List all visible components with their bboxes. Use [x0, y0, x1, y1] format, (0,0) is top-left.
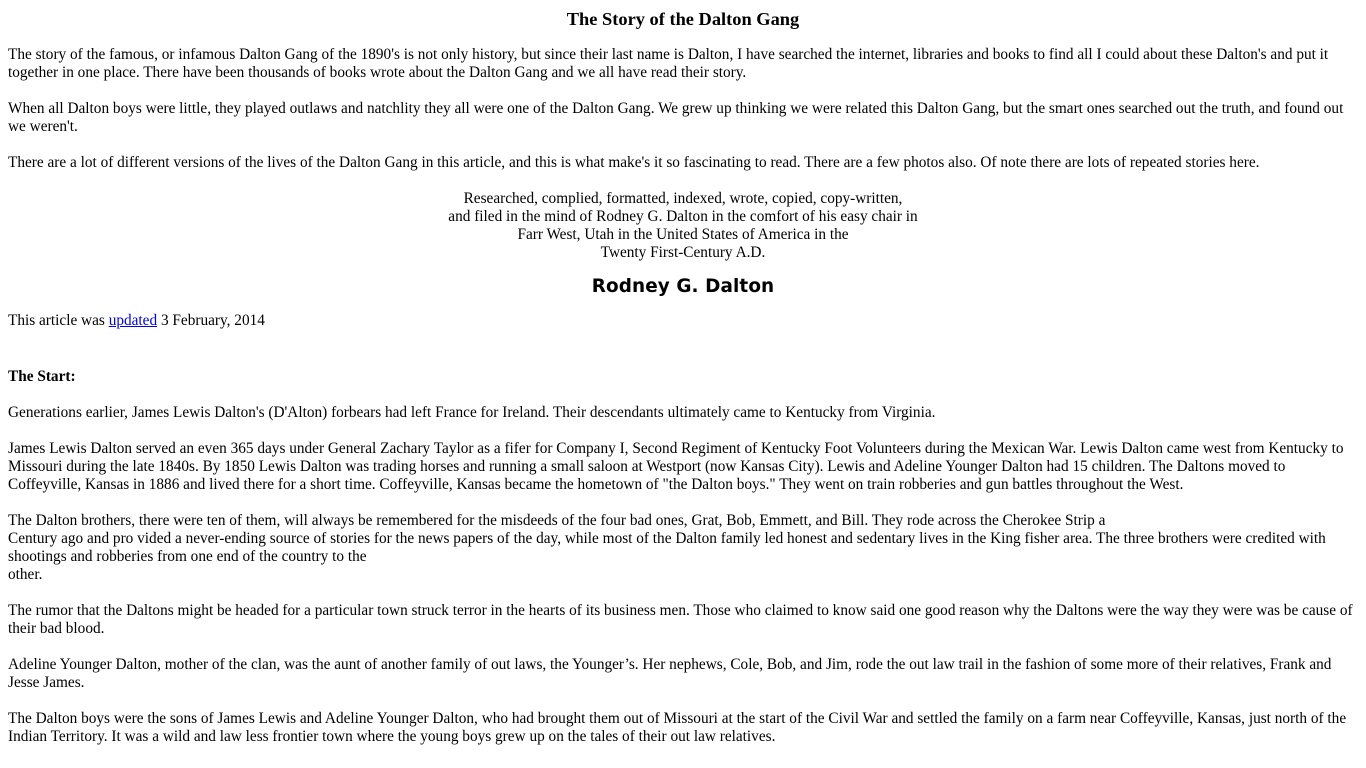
- intro-paragraph: When all Dalton boys were little, they played outlaws and natchlity they all were one of the Dalton Gang. We grew up thinking we were related this Dalton Gang, but the smart ones searched out the truth, and found out we weren't.: [8, 100, 1344, 135]
- author-name: Rodney G. Dalton: [591, 276, 775, 297]
- paragraph-line: other.: [8, 566, 43, 583]
- body-paragraph: The rumor that the Daltons might be headed for a particular town struck terror in the hearts of its business men. Those who claimed to know said one good reason why the Daltons were the way they were was be cause of their bad blood.: [8, 602, 1353, 637]
- credit-line: Researched, complied, formatted, indexed, wrote, copied, copy-written,: [463, 190, 903, 207]
- updated-prefix: This article was: [8, 312, 105, 329]
- intro-paragraph: The story of the famous, or infamous Dalton Gang of the 1890's is not only history, but since their last name is Dalton, I have searched the internet, libraries and books to find all I could about these Dalton's and put it together in one place. There have been thousands of books wrote about the Dalton Gang and we all have read their story.: [8, 46, 1329, 81]
- section-heading: The Start:: [8, 368, 76, 385]
- paragraph-line: The Dalton brothers, there were ten of them, will always be remembered for the misdeeds of the four bad ones, Grat, Bob, Emmett, and Bill. They rode across the Cherokee Strip a: [8, 512, 1106, 529]
- credit-line: Farr West, Utah in the United States of America in the: [517, 226, 849, 243]
- updated-link[interactable]: updated: [108, 312, 158, 329]
- credit-line: Twenty First-Century A.D.: [600, 244, 766, 261]
- credit-block: [8, 190, 1358, 262]
- paragraph-line: Century ago and pro vided a never-ending source of stories for the news papers of the day, while most of the Dalton family led honest and sedentary lives in the King fisher area. The three brothers were credited with shootings and robberies from one end of the country to the: [8, 530, 1326, 565]
- updated-line: [8, 312, 1358, 330]
- credit-line: and filed in the mind of Rodney G. Dalton in the comfort of his easy chair in: [448, 208, 918, 225]
- body-paragraph: The Dalton boys were the sons of James Lewis and Adeline Younger Dalton, who had brought them out of Missouri at the start of the Civil War and settled the family on a farm near Coffeyville, Kansas, just north of the Indian Territory. It was a wild and law less frontier town where the young boys grew up on the tales of their out law relatives.: [8, 710, 1347, 745]
- body-paragraph: James Lewis Dalton served an even 365 days under General Zachary Taylor as a fifer for Company I, Second Regiment of Kentucky Foot Volunteers during the Mexican War. Lewis Dalton came west from Kentucky to Missouri during the late 1840s. By 1850 Lewis Dalton was trading horses and running a small saloon at Westport (now Kansas City). Lewis and Adeline Younger Dalton had 15 children. The Daltons moved to Coffeyville, Kansas in 1886 and lived there for a short time. Coffeyville, Kansas became the hometown of "the Dalton boys." They went on train robberies and gun battles throughout the West.: [8, 440, 1344, 493]
- updated-date: 3 February, 2014: [160, 312, 265, 329]
- body-paragraph: Generations earlier, James Lewis Dalton's (D'Alton) forbears had left France for Ireland. Their descendants ultimately came to Kentucky from Virginia.: [8, 404, 936, 421]
- body-paragraph: Adeline Younger Dalton, mother of the clan, was the aunt of another family of out laws, the Younger’s. Her nephews, Cole, Bob, and Jim, rode the out law trail in the fashion of some more of their relatives, Frank and Jesse James.: [8, 656, 1332, 691]
- brothers-paragraph: [8, 512, 1358, 584]
- page-title: The Story of the Dalton Gang: [566, 9, 800, 29]
- intro-paragraph: There are a lot of different versions of the lives of the Dalton Gang in this article, and this is what make's it so fascinating to read. There are a few photos also. Of note there are lots of repeated stories here.: [8, 154, 1260, 171]
